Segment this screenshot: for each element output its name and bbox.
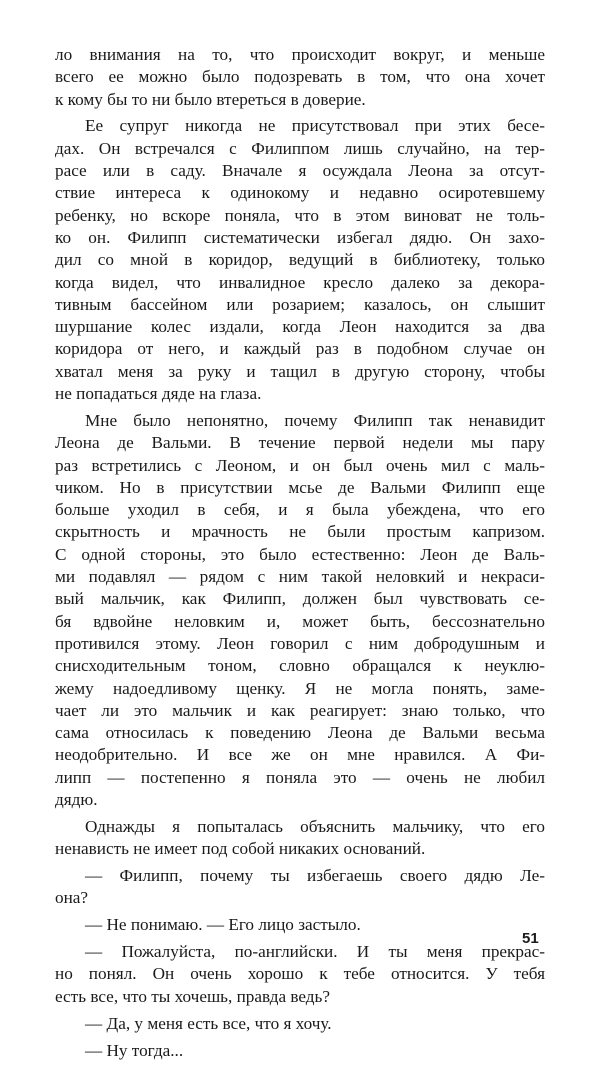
text-line: хватал меня за руку и тащил в другую сторону, чтобы — [55, 361, 545, 381]
text-line: Ее супруг никогда не присутствовал при этих бесе- — [85, 116, 545, 136]
text-line: она? — [55, 888, 89, 908]
paragraph — [55, 115, 545, 405]
paragraph — [55, 865, 545, 910]
text-line: сама относилась к поведению Леона де Вальми весьма — [55, 723, 545, 743]
text-line: есть все, что ты хочешь, правда ведь? — [55, 986, 331, 1006]
text-line: бя вдвойне неловким и, может быть, бессознательно — [55, 611, 545, 631]
text-line: больше уходил в себя, и я была убеждена, что его — [55, 500, 545, 520]
text-line: неодобрительно. И все же он мне нравился. А Фи- — [55, 745, 545, 765]
text-line: ми подавлял — рядом с ним такой неловкий и некраси- — [55, 567, 545, 587]
text-line: Однажды я попыталась объяснить мальчику, что его — [85, 816, 545, 836]
text-line: ло внимания на то, что происходит вокруг, и меньше — [55, 45, 545, 64]
text-line: дил со мной в коридор, ведущий в библиотеку, только — [55, 250, 545, 270]
text-line: Мне было непонятно, почему Филипп так ненавидит — [85, 410, 545, 430]
text-line: тивным бассейном или розарием; казалось, он слышит — [55, 294, 545, 314]
paragraph — [55, 914, 545, 936]
text-line: ствие интереса к одинокому и недавно осиротевшему — [55, 183, 545, 203]
text-line: ненависть не имеет под собой никаких оснований. — [55, 839, 426, 859]
text-line: — Да, у меня есть все, что я хочу. — [85, 1013, 332, 1033]
text-line: расе или в саду. Вначале я осуждала Леона за отсут- — [55, 161, 545, 181]
text-line: скрытность и мрачность не были простым капризом. — [55, 522, 545, 542]
text-line: — Ну тогда... — [85, 1040, 184, 1060]
paragraph — [55, 941, 545, 1008]
page-number: 51 — [522, 930, 539, 947]
paragraph — [55, 410, 545, 811]
text-line: не попадаться дяде на глаза. — [55, 384, 262, 404]
book-page-text — [55, 44, 545, 1066]
text-line: — Не понимаю. — Его лицо застыло. — [85, 915, 361, 935]
paragraph — [55, 816, 545, 861]
text-line: противился этому. Леон говорил с ним добродушным и — [55, 633, 545, 653]
text-line: чает ли это мальчик и как реагирует: знаю только, что — [55, 700, 545, 720]
text-line: С одной стороны, это было естественно: Леон де Валь- — [55, 544, 545, 564]
text-line: дядю. — [55, 789, 98, 809]
text-line: Леона де Вальми. В течение первой недели мы пару — [55, 433, 545, 453]
text-line: вый мальчик, как Филипп, должен был чувствовать се- — [55, 589, 545, 609]
text-line: чиком. Но в присутствии мсье де Вальми Филипп еще — [55, 477, 545, 497]
text-line: но понял. Он очень хорошо к тебе относится. У тебя — [55, 964, 545, 984]
text-line: ко он. Филипп систематически избегал дядю. Он захо- — [55, 227, 545, 247]
text-line: всего ее можно было подозревать в том, что она хочет — [55, 67, 545, 87]
text-line: коридора от него, и каждый раз в подобном случае он — [55, 339, 545, 359]
paragraph — [55, 1013, 545, 1035]
paragraph — [55, 1040, 545, 1062]
text-line: к кому бы то ни было втереться в доверие. — [55, 89, 366, 109]
text-line: — Пожалуйста, по-английски. И ты меня прекрас- — [85, 942, 545, 962]
text-line: дах. Он встречался с Филиппом лишь случайно, на тер- — [55, 138, 545, 158]
text-line: когда видел, что инвалидное кресло далеко за декора- — [55, 272, 545, 292]
text-line: липп — постепенно я поняла это — очень не любил — [55, 767, 545, 787]
text-line: жему надоедливому щенку. Я не могла понять, заме- — [55, 678, 545, 698]
text-line: — Филипп, почему ты избегаешь своего дядю Ле- — [85, 866, 545, 886]
text-line: шуршание колес издали, когда Леон находится за два — [55, 317, 545, 337]
text-line: раз встретились с Леоном, и он был очень мил с маль- — [55, 455, 545, 475]
text-line: снисходительным тоном, словно обращался к неуклю- — [55, 656, 545, 676]
text-line: ребенку, но вскоре поняла, что в этом виноват не толь- — [55, 205, 545, 225]
paragraph — [55, 44, 545, 111]
